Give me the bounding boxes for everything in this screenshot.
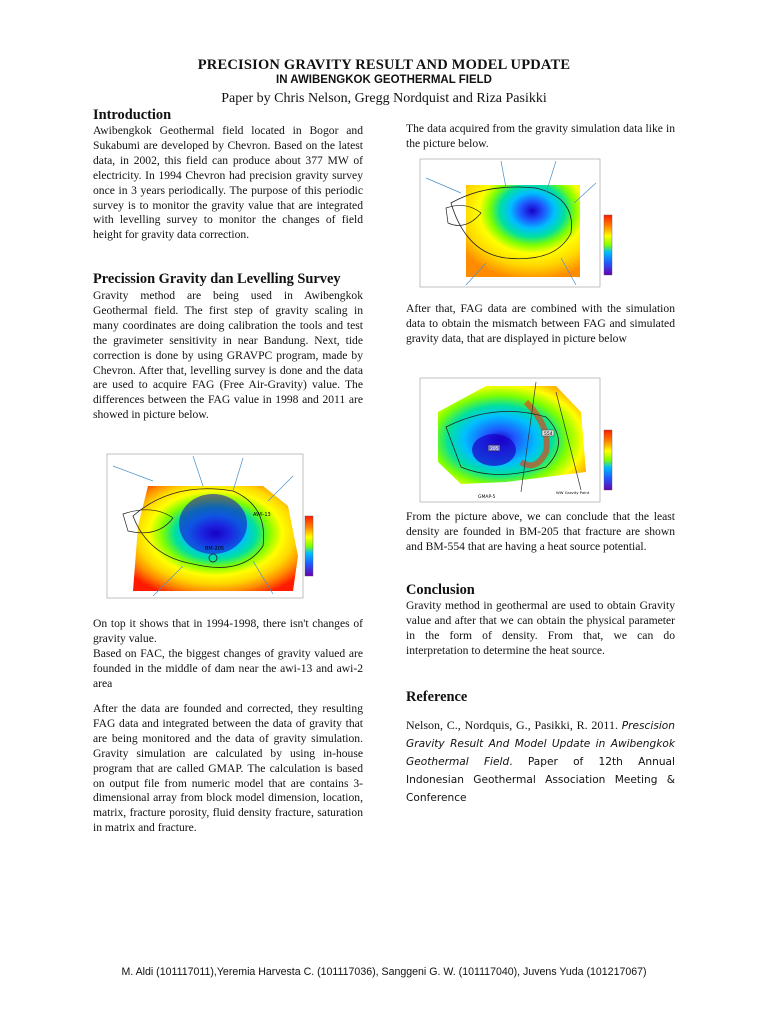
reference-entry — [406, 717, 675, 807]
paper-title: PRECISION GRAVITY RESULT AND MODEL UPDATE — [197, 57, 571, 73]
fig3-left-label: 205 — [490, 447, 499, 452]
gmap-paragraph: After the data are founded and corrected, they resulting FAG data and integrated between the data of gravity that are being monitored and the data of gravity simulation. Gravity simulation are calculated by using in-house program that are called GMAP. The calculation is based on output file from numeric model that are contains 3-dimensional array from block model dimension, location, matrix, fracture porosity, fluid density fracture, saturation in matrix and fracture. — [93, 702, 363, 835]
mismatch-paragraph: After that, FAG data are combined with the simulation data to obtain the mismatch between FAG and simulated gravity data, that are displayed in picture below — [406, 302, 675, 345]
reference-heading: Reference — [406, 689, 468, 705]
fig1-well-label: AWI-13 — [253, 512, 271, 518]
introduction-paragraph: Awibengkok Geothermal field located in Bogor and Sukabumi are developed by Chevron. Based on the latest data, in 2002, this field can produce about 377 MW of electricity. In 1994 Chevron had precision gravity survey once in 3 years periodically. The purpose of this periodic survey is to monitor the gravity value that are integrated with levelling survey to monitor the changes of field height for gravity data correction. — [93, 124, 363, 242]
figure-fag-difference-map — [93, 446, 333, 604]
reference-authors: Nelson, C., Nordquis, G., Pasikki, R. 2011. — [406, 718, 618, 732]
conclusion-paragraph: Gravity method in geothermal are used to obtain Gravity value and after that we can obtain the physical parameter in the form of density. From that, we can do interpretation to determine the heat source. — [406, 599, 675, 657]
student-footer: M. Aldi (101117011),Yeremia Harvesta C. (101117036), Sanggeni G. W. (101117040), Juvens Yuda (101217067) — [121, 966, 647, 978]
conclusion-heading: Conclusion — [406, 582, 475, 598]
paper-authors: Paper by Chris Nelson, Gregg Nordquist and Riza Pasikki — [221, 91, 547, 106]
fig3-bottom-label: GMAP-5 — [478, 495, 496, 500]
reference-title: Prescision Gravity Result And Model Update in Awibengkok Geothermal Field — [406, 720, 675, 768]
introduction-heading: Introduction — [93, 107, 172, 123]
fig1-station-label: BM-205 — [205, 546, 225, 552]
mismatch-contour-map — [406, 372, 631, 506]
fig3-note-label: WW Gravity Point — [556, 490, 590, 495]
survey-paragraph: Gravity method are being used in Awibengkok Geothermal field. The first step of gravity scaling in many coordinates are doing calibration the tools and test the gravimeter sensitivity in near Bandung. Next, tide correction is done by using GRAVPC program, made by Chevron. After that, levelling survey is done and the data are used to acquire FAG (Free Air-Gravity) value. The differences between the FAG value in 1998 and 2011 are showed in picture below. — [93, 289, 363, 422]
figure-mismatch-map — [406, 372, 631, 506]
reference-meta: . Paper of 12th Annual Indonesian Geothermal Association Meeting & Conference — [406, 756, 675, 804]
fig3-right-label: 554 — [544, 432, 553, 437]
fac-paragraph: Based on FAC, the biggest changes of gravity valued are founded in the middle of dam near the awi-13 and awi-2 area — [93, 647, 363, 690]
simulation-paragraph: The data acquired from the gravity simulation data like in the picture below. — [406, 122, 675, 150]
density-conclusion-paragraph: From the picture above, we can conclude that the least density are founded in BM-205 that fracture are shown and BM-554 that are having a heat source potential. — [406, 510, 675, 553]
fig1-observation-paragraph: On top it shows that in 1994-1998, there isn't changes of gravity value. — [93, 617, 363, 645]
simulated-gravity-contour-map — [406, 153, 631, 293]
paper-subtitle: IN AWIBENGKOK GEOTHERMAL FIELD — [276, 74, 492, 86]
survey-heading: Precission Gravity dan Levelling Survey — [93, 271, 341, 287]
fag-difference-contour-map — [93, 446, 333, 604]
figure-simulated-gravity-map — [406, 153, 631, 293]
